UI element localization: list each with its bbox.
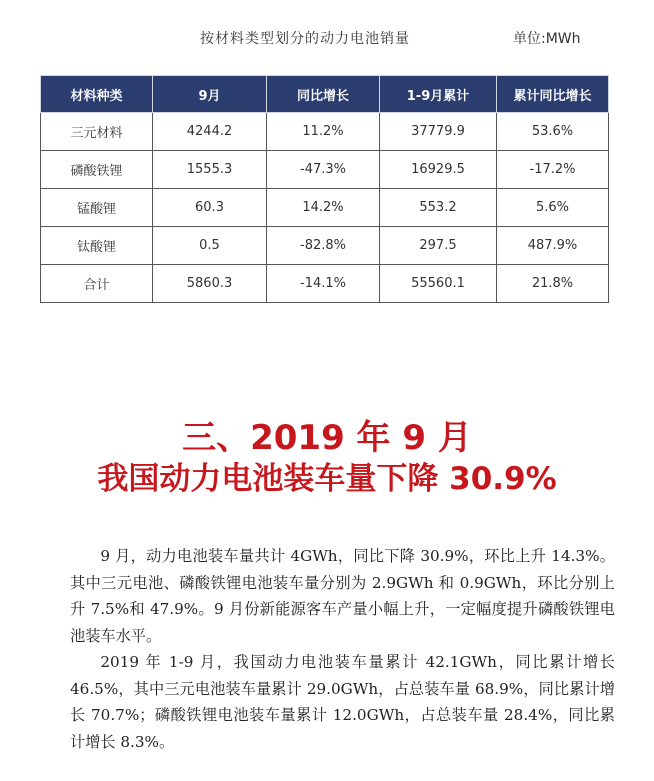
table-caption-row [0,28,654,50]
table-header-row [41,76,609,113]
table-cell: 0.5 [153,227,267,265]
table-cell: 297.5 [380,227,497,265]
table-cell: 4244.2 [153,113,267,151]
table-row-total [41,265,609,303]
paragraph: 9 月，动力电池装车量共计 4GWh，同比下降 30.9%，环比上升 14.3%。其中三元电池、磷酸铁锂电池装车量分别为 2.9GWh 和 0.9GWh，环比分别上升 7.5%和 47.9%。9 月份新能源客车产量小幅上升，一定幅度提升磷酸铁锂电池装车水平。 [70,547,615,645]
header-yoy-growth: 同比增长 [267,76,380,113]
table-cell: -82.8% [267,227,380,265]
header-september: 9月 [153,76,267,113]
table-row [41,151,609,189]
table-cell: 1555.3 [153,151,267,189]
table-cell: -47.3% [267,151,380,189]
section-heading-line1: 三、2019 年 9 月 [182,418,472,458]
table-cell: 60.3 [153,189,267,227]
table-cell: 487.9% [497,227,609,265]
table-cell: 37779.9 [380,113,497,151]
table-cell: 三元材料 [41,113,153,151]
table-cell: 553.2 [380,189,497,227]
table-cell: 21.8% [497,265,609,303]
table-caption: 按材料类型划分的动力电池销量 [200,31,410,47]
table-cell: 锰酸锂 [41,189,153,227]
unit-label: 单位:MWh [513,31,581,47]
table-cell: 5860.3 [153,265,267,303]
table-row [41,189,609,227]
table-cell: 55560.1 [380,265,497,303]
table-cell: 53.6% [497,113,609,151]
paragraph: 2019 年 1-9 月，我国动力电池装车量累计 42.1GWh，同比累计增长 46.5%，其中三元电池装车量累计 29.0GWh，占总装车量 68.9%，同比累计增长 70.7%；磷酸铁锂电池装车量累计 12.0GWh，占总装车量 28.4%，同比累计增长 8.3%。 [70,653,615,751]
article-body [70,543,615,755]
table-cell: 14.2% [267,189,380,227]
table-cell: 16929.5 [380,151,497,189]
table-cell: 钛酸锂 [41,227,153,265]
table-cell: 11.2% [267,113,380,151]
table-row [41,227,609,265]
table-cell: -17.2% [497,151,609,189]
header-cumulative-yoy: 累计同比增长 [497,76,609,113]
header-material: 材料种类 [41,76,153,113]
table-cell: 磷酸铁锂 [41,151,153,189]
table-row [41,113,609,151]
header-cumulative: 1-9月累计 [380,76,497,113]
section-heading-line2: 我国动力电池装车量下降 30.9% [97,461,557,497]
battery-sales-table [40,75,609,303]
table-cell: 合计 [41,265,153,303]
table-cell: 5.6% [497,189,609,227]
table-cell: -14.1% [267,265,380,303]
